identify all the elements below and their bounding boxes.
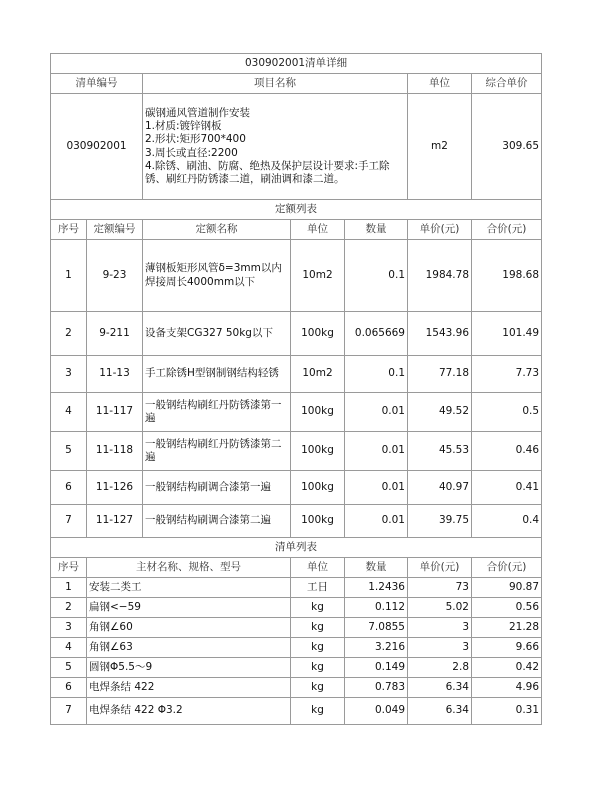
- material-row: [51, 678, 542, 698]
- quota-qty-header: 数量: [345, 220, 408, 240]
- quota-unit: 100kg: [291, 471, 345, 505]
- material-name-header: 主材名称、规格、型号: [87, 558, 291, 578]
- material-total-header: 合价(元): [472, 558, 542, 578]
- material-row: [51, 698, 542, 725]
- material-price: 2.8: [408, 658, 472, 678]
- quota-unit: 100kg: [291, 505, 345, 538]
- quota-section-title: 定额列表: [51, 200, 542, 220]
- quota-name: 薄钢板矩形风管δ=3mm以内焊接周长4000mm以下: [143, 240, 291, 312]
- material-qty: 7.0855: [345, 618, 408, 638]
- material-unit: kg: [291, 698, 345, 725]
- bill-header-row: [51, 74, 542, 94]
- quota-unit: 100kg: [291, 312, 345, 356]
- quota-seq: 1: [51, 240, 87, 312]
- quota-price: 49.52: [408, 393, 472, 432]
- material-name: 圆钢Φ5.5～9: [87, 658, 291, 678]
- quota-price: 40.97: [408, 471, 472, 505]
- material-header-row: [51, 558, 542, 578]
- material-price-header: 单价(元): [408, 558, 472, 578]
- material-seq: 6: [51, 678, 87, 698]
- bill-unit: m2: [408, 94, 472, 200]
- material-seq: 1: [51, 578, 87, 598]
- bill-row: [51, 94, 542, 200]
- quota-price: 77.18: [408, 356, 472, 393]
- quota-total: 0.4: [472, 505, 542, 538]
- quota-name: 设备支架CG327 50kg以下: [143, 312, 291, 356]
- quota-code: 11-118: [87, 432, 143, 471]
- quota-total: 0.5: [472, 393, 542, 432]
- material-price: 6.34: [408, 698, 472, 725]
- material-qty: 0.112: [345, 598, 408, 618]
- material-section-title: 清单列表: [51, 538, 542, 558]
- bill-description: [143, 94, 408, 200]
- quota-name: 一般钢结构刷调合漆第二遍: [143, 505, 291, 538]
- material-row: [51, 578, 542, 598]
- material-seq: 2: [51, 598, 87, 618]
- bill-detail-table: [50, 53, 542, 725]
- quota-code: 9-23: [87, 240, 143, 312]
- material-seq-header: 序号: [51, 558, 87, 578]
- quota-code: 9-211: [87, 312, 143, 356]
- material-qty: 0.149: [345, 658, 408, 678]
- material-qty: 3.216: [345, 638, 408, 658]
- material-qty: 1.2436: [345, 578, 408, 598]
- quota-header-row: [51, 220, 542, 240]
- quota-total: 0.41: [472, 471, 542, 505]
- quota-row: [51, 240, 542, 312]
- material-unit: kg: [291, 658, 345, 678]
- material-name: 角钢∠60: [87, 618, 291, 638]
- quota-row: [51, 393, 542, 432]
- bill-code: 030902001: [51, 94, 143, 200]
- quota-seq: 6: [51, 471, 87, 505]
- quota-qty: 0.065669: [345, 312, 408, 356]
- material-name: 扁钢<−59: [87, 598, 291, 618]
- bill-code-header: 清单编号: [51, 74, 143, 94]
- quota-name: 一般钢结构刷红丹防锈漆第一遍: [143, 393, 291, 432]
- bill-desc-line: 碳钢通风管道制作安装: [145, 107, 250, 120]
- quota-row: [51, 432, 542, 471]
- quota-code: 11-13: [87, 356, 143, 393]
- quota-total: 101.49: [472, 312, 542, 356]
- quota-price: 1984.78: [408, 240, 472, 312]
- quota-seq: 4: [51, 393, 87, 432]
- material-price: 3: [408, 638, 472, 658]
- quota-seq-header: 序号: [51, 220, 87, 240]
- quota-total: 7.73: [472, 356, 542, 393]
- material-seq: 5: [51, 658, 87, 678]
- bill-desc-line: 3.周长或直径:2200: [145, 146, 238, 159]
- bill-price-header: 综合单价: [472, 74, 542, 94]
- material-name: 电焊条结 422 Φ3.2: [87, 698, 291, 725]
- table-title: 030902001清单详细: [51, 54, 542, 74]
- quota-name: 手工除锈H型钢制钢结构轻锈: [143, 356, 291, 393]
- quota-qty: 0.01: [345, 505, 408, 538]
- material-price: 3: [408, 618, 472, 638]
- material-total: 0.42: [472, 658, 542, 678]
- material-total: 0.31: [472, 698, 542, 725]
- material-row: [51, 618, 542, 638]
- material-row: [51, 658, 542, 678]
- material-seq: 7: [51, 698, 87, 725]
- material-qty: 0.783: [345, 678, 408, 698]
- material-unit: kg: [291, 618, 345, 638]
- material-qty: 0.049: [345, 698, 408, 725]
- quota-code: 11-117: [87, 393, 143, 432]
- quota-seq: 7: [51, 505, 87, 538]
- quota-qty: 0.01: [345, 471, 408, 505]
- quota-code-header: 定额编号: [87, 220, 143, 240]
- material-price: 73: [408, 578, 472, 598]
- quota-unit: 10m2: [291, 356, 345, 393]
- quota-unit-header: 单位: [291, 220, 345, 240]
- material-total: 0.56: [472, 598, 542, 618]
- material-price: 5.02: [408, 598, 472, 618]
- material-total: 9.66: [472, 638, 542, 658]
- material-unit-header: 单位: [291, 558, 345, 578]
- quota-unit: 100kg: [291, 432, 345, 471]
- material-name: 电焊条结 422: [87, 678, 291, 698]
- bill-desc-line: 2.形状:矩形700*400: [145, 133, 246, 146]
- quota-unit: 100kg: [291, 393, 345, 432]
- quota-name: 一般钢结构刷调合漆第一遍: [143, 471, 291, 505]
- quota-qty: 0.1: [345, 240, 408, 312]
- quota-row: [51, 471, 542, 505]
- material-unit: 工日: [291, 578, 345, 598]
- material-unit: kg: [291, 678, 345, 698]
- quota-seq: 5: [51, 432, 87, 471]
- quota-total: 0.46: [472, 432, 542, 471]
- quota-code: 11-126: [87, 471, 143, 505]
- material-name: 安装二类工: [87, 578, 291, 598]
- quota-unit: 10m2: [291, 240, 345, 312]
- quota-price: 1543.96: [408, 312, 472, 356]
- quota-name: 一般钢结构刷红丹防锈漆第二遍: [143, 432, 291, 471]
- quota-name-header: 定额名称: [143, 220, 291, 240]
- quota-qty: 0.1: [345, 356, 408, 393]
- quota-seq: 2: [51, 312, 87, 356]
- material-total: 4.96: [472, 678, 542, 698]
- quota-qty: 0.01: [345, 393, 408, 432]
- material-seq: 3: [51, 618, 87, 638]
- bill-unit-header: 单位: [408, 74, 472, 94]
- quota-total: 198.68: [472, 240, 542, 312]
- material-unit: kg: [291, 638, 345, 658]
- bill-name-header: 项目名称: [143, 74, 408, 94]
- material-name: 角钢∠63: [87, 638, 291, 658]
- quota-seq: 3: [51, 356, 87, 393]
- bill-desc-line: 4.除锈、刷油、防腐、绝热及保护层设计要求:手工除锈、刷红丹防锈漆二道，刷油调和漆二道。: [145, 159, 390, 185]
- quota-price: 39.75: [408, 505, 472, 538]
- bill-price: 309.65: [472, 94, 542, 200]
- quota-row: [51, 312, 542, 356]
- material-seq: 4: [51, 638, 87, 658]
- quota-qty: 0.01: [345, 432, 408, 471]
- material-row: [51, 598, 542, 618]
- material-price: 6.34: [408, 678, 472, 698]
- quota-row: [51, 505, 542, 538]
- material-qty-header: 数量: [345, 558, 408, 578]
- quota-row: [51, 356, 542, 393]
- material-total: 90.87: [472, 578, 542, 598]
- quota-total-header: 合价(元): [472, 220, 542, 240]
- quota-code: 11-127: [87, 505, 143, 538]
- material-row: [51, 638, 542, 658]
- quota-price: 45.53: [408, 432, 472, 471]
- material-unit: kg: [291, 598, 345, 618]
- material-total: 21.28: [472, 618, 542, 638]
- bill-desc-line: 1.材质:镀锌钢板: [145, 120, 222, 133]
- quota-price-header: 单价(元): [408, 220, 472, 240]
